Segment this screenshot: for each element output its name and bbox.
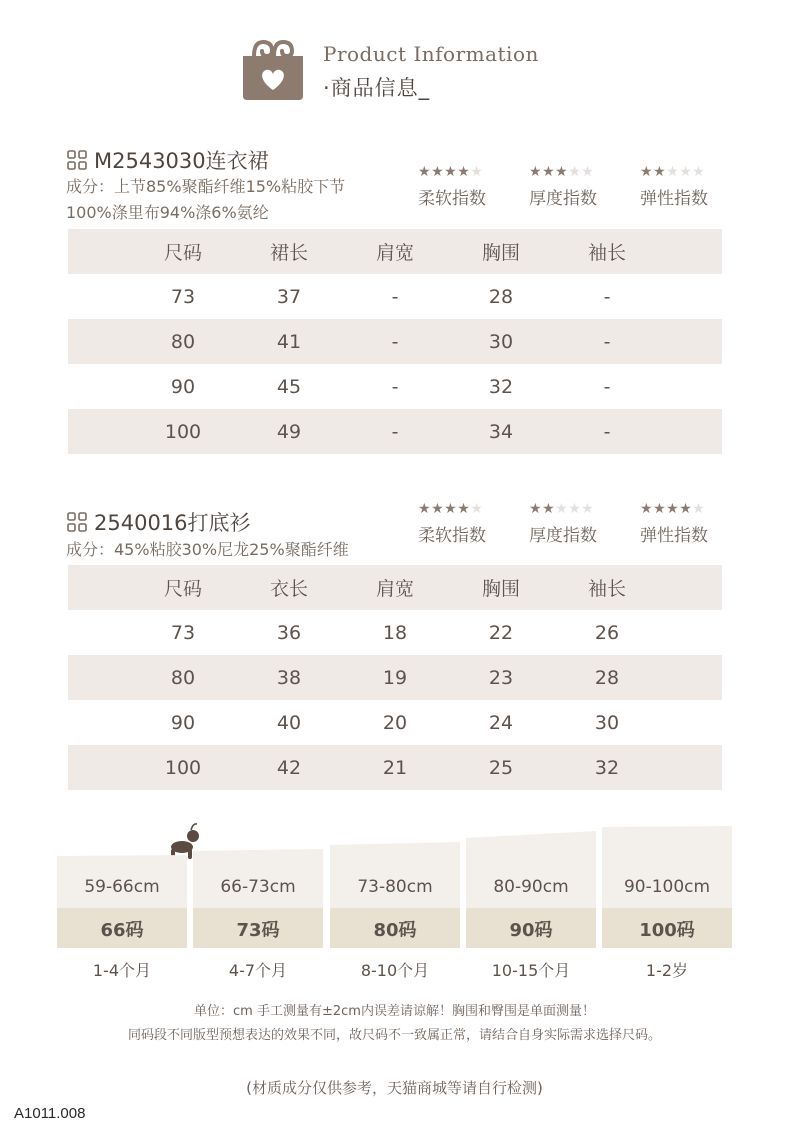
table-header-cell: 胸围 <box>481 242 520 264</box>
table-cell: 36 <box>276 621 302 644</box>
table-cell: 49 <box>276 420 302 443</box>
size-chart-bar <box>330 0 460 948</box>
table-cell: 80 <box>170 330 196 353</box>
rating-label: 厚度指数 <box>529 526 597 546</box>
height-range: 66-73cm <box>220 877 296 897</box>
table-cell: 26 <box>594 621 620 644</box>
table-cell: - <box>391 330 399 353</box>
star-rating-icon: ★★★★★ <box>418 501 484 517</box>
table-cell: 73 <box>170 621 196 644</box>
height-range: 59-66cm <box>84 877 160 897</box>
table-cell: 42 <box>276 756 302 779</box>
size-chart-bar <box>57 0 187 948</box>
product-1-title: M2543030连衣裙 <box>94 149 269 173</box>
table-cell: - <box>391 420 399 443</box>
table-cell: 38 <box>276 666 302 689</box>
header-title-cn: ·商品信息_ <box>323 76 431 100</box>
size-code: 80码 <box>373 920 417 941</box>
table-cell: 21 <box>382 756 408 779</box>
table-cell: 41 <box>276 330 302 353</box>
sku-code: A1011.008 <box>14 1105 86 1122</box>
composition-line: 成分：上节85%聚酯纤维15%粘胶下节 <box>66 177 346 196</box>
table-header-cell: 肩宽 <box>375 578 414 600</box>
table-cell: 28 <box>594 666 620 689</box>
table-cell: 37 <box>276 285 302 308</box>
table-cell: 19 <box>382 666 408 689</box>
composition-line: 成分：45%粘胶30%尼龙25%聚酯纤维 <box>66 540 349 559</box>
table-cell: 25 <box>488 756 514 779</box>
table-cell: - <box>603 375 611 398</box>
star-rating-icon: ★★★★★ <box>529 501 595 517</box>
sizing-note: 同码段不同版型预想表达的效果不同，故尺码不一致属正常，请结合自身实际需求选择尺码。 <box>127 1028 661 1043</box>
size-chart-bar <box>602 0 732 948</box>
table-header-cell: 尺码 <box>163 578 202 600</box>
rating-label: 柔软指数 <box>418 189 486 209</box>
table-cell: 30 <box>488 330 514 353</box>
table-cell: 40 <box>276 711 302 734</box>
table-header-cell: 尺码 <box>163 242 202 264</box>
height-range: 80-90cm <box>493 877 569 897</box>
table-header-cell: 胸围 <box>481 578 520 600</box>
table-cell: 80 <box>170 666 196 689</box>
table-cell: 45 <box>276 375 302 398</box>
rating-label: 弹性指数 <box>640 189 708 209</box>
table-header-cell: 袖长 <box>587 578 626 600</box>
table-header-cell: 衣长 <box>269 578 308 600</box>
table-cell: 23 <box>488 666 514 689</box>
age-range: 1-4个月 <box>92 961 152 980</box>
size-code: 73码 <box>236 920 280 941</box>
table-cell: 28 <box>488 285 514 308</box>
table-header-cell: 袖长 <box>587 242 626 264</box>
table-header-cell: 肩宽 <box>375 242 414 264</box>
height-range: 90-100cm <box>623 877 711 897</box>
table-cell: 32 <box>488 375 514 398</box>
table-cell: 18 <box>382 621 408 644</box>
table-cell: - <box>603 285 611 308</box>
table-cell: - <box>603 330 611 353</box>
table-cell: 32 <box>594 756 620 779</box>
table-cell: 73 <box>170 285 196 308</box>
table-cell: 24 <box>488 711 514 734</box>
table-cell: 34 <box>488 420 514 443</box>
table-cell: - <box>391 285 399 308</box>
star-rating-icon: ★★★★★ <box>418 164 484 180</box>
header-title-en: Product Information <box>323 42 539 66</box>
table-cell: 22 <box>488 621 514 644</box>
table-cell: 20 <box>382 711 408 734</box>
rating-label: 厚度指数 <box>529 189 597 209</box>
table-cell: - <box>391 375 399 398</box>
table-header-cell: 裙长 <box>269 242 308 264</box>
table-cell: - <box>603 420 611 443</box>
table-cell: 90 <box>170 711 196 734</box>
age-range: 8-10个月 <box>360 961 430 980</box>
measurement-note: 单位：cm 手工测量有±2cm内误差请谅解！胸围和臀围是单面测量！ <box>194 1004 595 1019</box>
rating-label: 弹性指数 <box>640 526 708 546</box>
star-rating-icon: ★★★★★ <box>640 164 706 180</box>
composition-line: 100%涤里布94%涤6%氨纶 <box>66 203 269 222</box>
rating-label: 柔软指数 <box>418 526 486 546</box>
table-cell: 90 <box>170 375 196 398</box>
age-range: 1-2岁 <box>645 961 689 980</box>
table-cell: 100 <box>164 756 202 779</box>
size-chart-bar <box>193 0 323 948</box>
star-rating-icon: ★★★★★ <box>640 501 706 517</box>
size-code: 66码 <box>100 920 144 941</box>
star-rating-icon: ★★★★★ <box>529 164 595 180</box>
size-code: 100码 <box>639 920 695 941</box>
size-chart-bar <box>466 0 596 948</box>
material-disclaimer: (材质成分仅供参考，天猫商城等请自行检测) <box>246 1079 543 1097</box>
table-cell: 30 <box>594 711 620 734</box>
table-cell: 100 <box>164 420 202 443</box>
height-range: 73-80cm <box>357 877 433 897</box>
age-range: 4-7个月 <box>228 961 288 980</box>
size-code: 90码 <box>509 920 553 941</box>
product-2-title: 2540016打底衫 <box>94 511 251 535</box>
age-range: 10-15个月 <box>491 961 571 980</box>
